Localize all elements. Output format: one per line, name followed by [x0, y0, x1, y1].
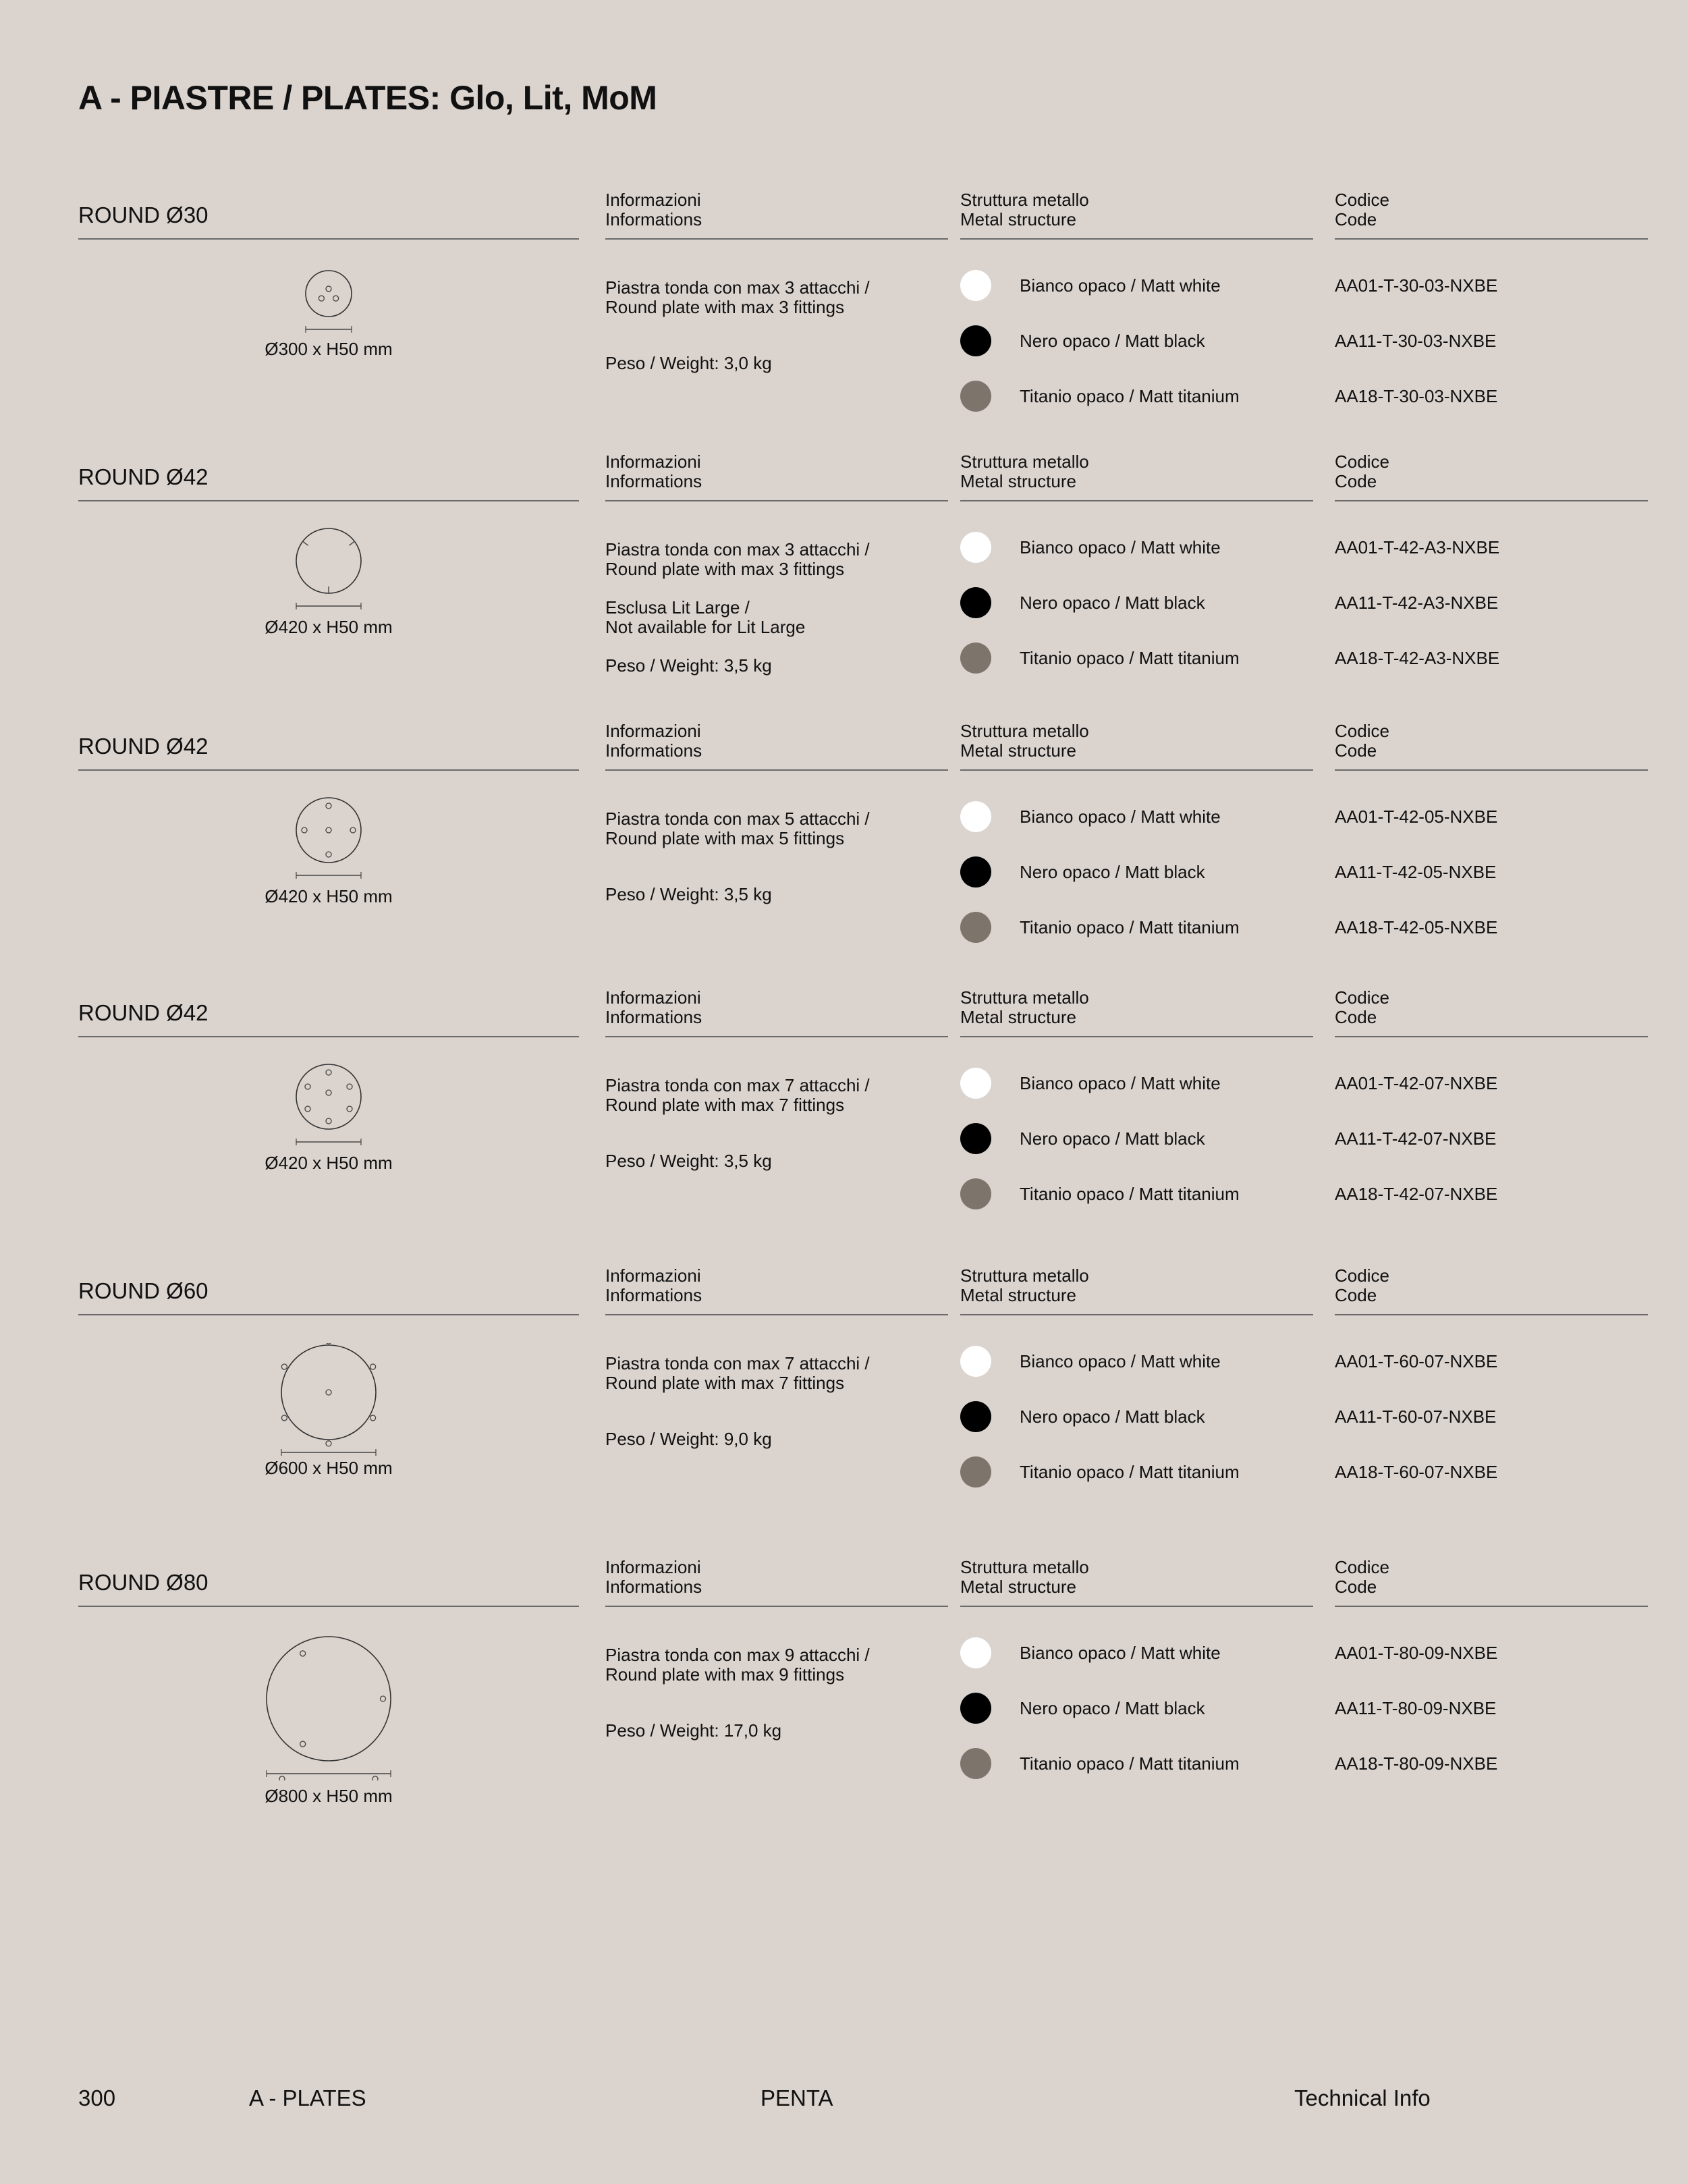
divider: [605, 769, 948, 771]
finish-label: Titanio opaco / Matt titanium: [1020, 386, 1240, 406]
code-header: Codice Code: [1335, 721, 1389, 761]
footer-brand: PENTA: [760, 2085, 833, 2110]
plate-drawing: [78, 526, 579, 613]
product-code: AA11-T-30-03-NXBE: [1335, 331, 1497, 351]
fitting-hole: [326, 1390, 331, 1395]
plate-name: ROUND Ø42: [78, 464, 209, 489]
fitting-hole: [281, 1364, 287, 1369]
product-code: AA11-T-42-A3-NXBE: [1335, 593, 1499, 613]
info-text: Piastra tonda con max 7 attacchi / Round plate with max 7 fittings: [605, 1353, 870, 1393]
fitting-hole: [333, 296, 339, 301]
plate-dimension: Ø300 x H50 mm: [265, 339, 393, 359]
product-code: AA11-T-42-05-NXBE: [1335, 862, 1497, 882]
product-code: AA01-T-60-07-NXBE: [1335, 1351, 1498, 1371]
product-code: AA18-T-42-05-NXBE: [1335, 917, 1498, 937]
fitting-hole: [326, 286, 331, 292]
finish-label: Titanio opaco / Matt titanium: [1020, 1753, 1240, 1774]
divider: [605, 1036, 948, 1037]
product-code: AA18-T-42-A3-NXBE: [1335, 648, 1500, 668]
page-title: A - PIASTRE / PLATES: Glo, Lit, MoM: [78, 79, 657, 117]
fitting-hole: [302, 827, 307, 833]
info-header: Informazioni Informations: [605, 987, 702, 1027]
product-code: AA18-T-80-09-NXBE: [1335, 1753, 1498, 1774]
plate-outline: [267, 1637, 391, 1761]
fitting-hole: [370, 1364, 376, 1369]
finish-label: Titanio opaco / Matt titanium: [1020, 917, 1240, 937]
fitting-hole: [372, 1776, 378, 1780]
divider: [78, 1606, 579, 1607]
plate-info: [605, 1354, 870, 1449]
finish-label: Bianco opaco / Matt white: [1020, 1073, 1221, 1093]
divider: [78, 1314, 579, 1315]
plate-dimension: Ø800 x H50 mm: [265, 1786, 393, 1806]
fitting-hole: [319, 296, 324, 301]
divider: [960, 1314, 1313, 1315]
titanium-finish-swatch: [960, 1456, 991, 1487]
product-code: AA11-T-60-07-NXBE: [1335, 1407, 1497, 1427]
titanium-finish-swatch: [960, 381, 991, 412]
titanium-finish-swatch: [960, 643, 991, 674]
fitting-tick: [349, 541, 354, 545]
product-code: AA01-T-42-A3-NXBE: [1335, 537, 1500, 557]
product-code: AA18-T-60-07-NXBE: [1335, 1462, 1498, 1482]
fitting-hole: [326, 1343, 331, 1344]
divider: [1335, 1314, 1648, 1315]
plate-outline: [306, 271, 352, 317]
weight-text: Peso / Weight: 9,0 kg: [605, 1429, 772, 1449]
white-finish-swatch: [960, 270, 991, 301]
plate-drawing: [78, 1343, 579, 1459]
divider: [1335, 500, 1648, 501]
weight-text: Peso / Weight: 3,5 kg: [605, 884, 772, 904]
finish-label: Nero opaco / Matt black: [1020, 862, 1205, 882]
plate-name: ROUND Ø42: [78, 734, 209, 759]
plate-outline: [281, 1345, 376, 1440]
finish-label: Nero opaco / Matt black: [1020, 1128, 1205, 1149]
info-header: Informazioni Informations: [605, 1265, 702, 1305]
titanium-finish-swatch: [960, 912, 991, 943]
info-text: Piastra tonda con max 3 attacchi / Round plate with max 3 fittings: [605, 277, 870, 317]
product-code: AA18-T-30-03-NXBE: [1335, 386, 1498, 406]
plate-info: [605, 1645, 870, 1741]
finish-label: Nero opaco / Matt black: [1020, 1698, 1205, 1718]
weight-text: Peso / Weight: 17,0 kg: [605, 1720, 782, 1741]
page-number: 300: [78, 2085, 116, 2110]
product-code: AA11-T-42-07-NXBE: [1335, 1128, 1497, 1149]
plate-name: ROUND Ø30: [78, 202, 209, 227]
weight-text: Peso / Weight: 3,5 kg: [605, 1151, 772, 1171]
code-header: Codice Code: [1335, 190, 1389, 229]
fitting-hole: [326, 1090, 331, 1095]
divider: [960, 769, 1313, 771]
fitting-hole: [300, 1651, 306, 1656]
finish-label: Bianco opaco / Matt white: [1020, 537, 1221, 557]
divider: [78, 238, 579, 240]
fitting-hole: [350, 827, 356, 833]
round-plate-icon: [294, 526, 363, 613]
finish-label: Bianco opaco / Matt white: [1020, 275, 1221, 296]
finish-label: Nero opaco / Matt black: [1020, 593, 1205, 613]
plate-drawing: [78, 1635, 579, 1780]
fitting-hole: [305, 1084, 310, 1089]
fitting-hole: [347, 1084, 352, 1089]
fitting-hole: [305, 1106, 310, 1112]
product-code: AA18-T-42-07-NXBE: [1335, 1184, 1498, 1204]
divider: [78, 1036, 579, 1037]
finish-label: Bianco opaco / Matt white: [1020, 1351, 1221, 1371]
black-finish-swatch: [960, 1401, 991, 1432]
finish-label: Nero opaco / Matt black: [1020, 331, 1205, 351]
plate-drawing: [78, 269, 579, 336]
plate-info: [605, 278, 870, 373]
finish-label: Bianco opaco / Matt white: [1020, 1643, 1221, 1663]
divider: [78, 769, 579, 771]
divider: [960, 1036, 1313, 1037]
metal-header: Struttura metallo Metal structure: [960, 1557, 1089, 1597]
fitting-hole: [326, 1118, 331, 1124]
info-text: Piastra tonda con max 7 attacchi / Round plate with max 7 fittings: [605, 1075, 870, 1115]
white-finish-swatch: [960, 1346, 991, 1377]
finish-label: Bianco opaco / Matt white: [1020, 807, 1221, 827]
divider: [78, 500, 579, 501]
finish-label: Titanio opaco / Matt titanium: [1020, 648, 1240, 668]
fitting-hole: [300, 1741, 306, 1747]
code-header: Codice Code: [1335, 452, 1389, 491]
weight-text: Peso / Weight: 3,5 kg: [605, 655, 772, 676]
fitting-hole: [370, 1415, 376, 1421]
divider: [605, 238, 948, 240]
fitting-hole: [381, 1696, 386, 1701]
finish-label: Titanio opaco / Matt titanium: [1020, 1462, 1240, 1482]
fitting-hole: [347, 1106, 352, 1112]
info-text: Piastra tonda con max 9 attacchi / Round plate with max 9 fittings: [605, 1645, 870, 1685]
info-header: Informazioni Informations: [605, 721, 702, 761]
plate-dimension: Ø420 x H50 mm: [265, 617, 393, 637]
white-finish-swatch: [960, 1637, 991, 1668]
info-text: Piastra tonda con max 5 attacchi / Round plate with max 5 fittings: [605, 809, 870, 848]
product-code: AA01-T-42-05-NXBE: [1335, 807, 1498, 827]
round-plate-icon: [265, 1635, 393, 1780]
black-finish-swatch: [960, 1123, 991, 1154]
info-text: Esclusa Lit Large / Not available for Lit Large: [605, 597, 806, 637]
metal-header: Struttura metallo Metal structure: [960, 190, 1089, 229]
fitting-hole: [326, 1441, 331, 1446]
plate-drawing: [78, 1062, 579, 1149]
plate-drawing: [78, 796, 579, 882]
plate-outline: [296, 798, 361, 863]
code-header: Codice Code: [1335, 1557, 1389, 1597]
fitting-hole: [326, 827, 331, 833]
titanium-finish-swatch: [960, 1748, 991, 1779]
plate-name: ROUND Ø60: [78, 1278, 209, 1303]
fitting-hole: [326, 803, 331, 809]
black-finish-swatch: [960, 856, 991, 888]
divider: [960, 238, 1313, 240]
footer-section: A - PLATES: [249, 2085, 366, 2110]
titanium-finish-swatch: [960, 1178, 991, 1209]
plate-dimension: Ø420 x H50 mm: [265, 886, 393, 906]
divider: [1335, 238, 1648, 240]
plate-name: ROUND Ø42: [78, 1000, 209, 1025]
divider: [605, 1606, 948, 1607]
round-plate-icon: [279, 1343, 378, 1459]
black-finish-swatch: [960, 325, 991, 356]
divider: [605, 500, 948, 501]
product-code: AA01-T-30-03-NXBE: [1335, 275, 1498, 296]
plate-name: ROUND Ø80: [78, 1570, 209, 1595]
weight-text: Peso / Weight: 3,0 kg: [605, 353, 772, 373]
fitting-hole: [281, 1415, 287, 1421]
plate-info: [605, 1076, 870, 1171]
finish-label: Nero opaco / Matt black: [1020, 1407, 1205, 1427]
plate-outline: [296, 528, 361, 593]
product-code: AA01-T-80-09-NXBE: [1335, 1643, 1498, 1663]
round-plate-icon: [294, 1062, 363, 1149]
fitting-tick: [303, 541, 308, 545]
info-header: Informazioni Informations: [605, 1557, 702, 1597]
info-text: Piastra tonda con max 3 attacchi / Round plate with max 3 fittings: [605, 539, 870, 579]
white-finish-swatch: [960, 801, 991, 832]
product-code: AA11-T-80-09-NXBE: [1335, 1698, 1497, 1718]
info-header: Informazioni Informations: [605, 190, 702, 229]
divider: [605, 1314, 948, 1315]
code-header: Codice Code: [1335, 1265, 1389, 1305]
plate-info: [605, 540, 870, 676]
round-plate-icon: [294, 796, 363, 882]
fitting-hole: [279, 1776, 285, 1780]
plate-info: [605, 809, 870, 904]
divider: [1335, 1036, 1648, 1037]
black-finish-swatch: [960, 587, 991, 618]
plate-dimension: Ø420 x H50 mm: [265, 1153, 393, 1173]
info-header: Informazioni Informations: [605, 452, 702, 491]
plate-outline: [296, 1064, 361, 1129]
plate-dimension: Ø600 x H50 mm: [265, 1458, 393, 1478]
round-plate-icon: [304, 269, 354, 336]
metal-header: Struttura metallo Metal structure: [960, 721, 1089, 761]
white-finish-swatch: [960, 532, 991, 563]
metal-header: Struttura metallo Metal structure: [960, 1265, 1089, 1305]
divider: [1335, 1606, 1648, 1607]
divider: [1335, 769, 1648, 771]
fitting-hole: [326, 852, 331, 857]
code-header: Codice Code: [1335, 987, 1389, 1027]
metal-header: Struttura metallo Metal structure: [960, 987, 1089, 1027]
divider: [960, 1606, 1313, 1607]
metal-header: Struttura metallo Metal structure: [960, 452, 1089, 491]
black-finish-swatch: [960, 1693, 991, 1724]
white-finish-swatch: [960, 1068, 991, 1099]
product-code: AA01-T-42-07-NXBE: [1335, 1073, 1498, 1093]
fitting-hole: [326, 1070, 331, 1075]
footer-label: Technical Info: [1294, 2085, 1431, 2110]
divider: [960, 500, 1313, 501]
finish-label: Titanio opaco / Matt titanium: [1020, 1184, 1240, 1204]
